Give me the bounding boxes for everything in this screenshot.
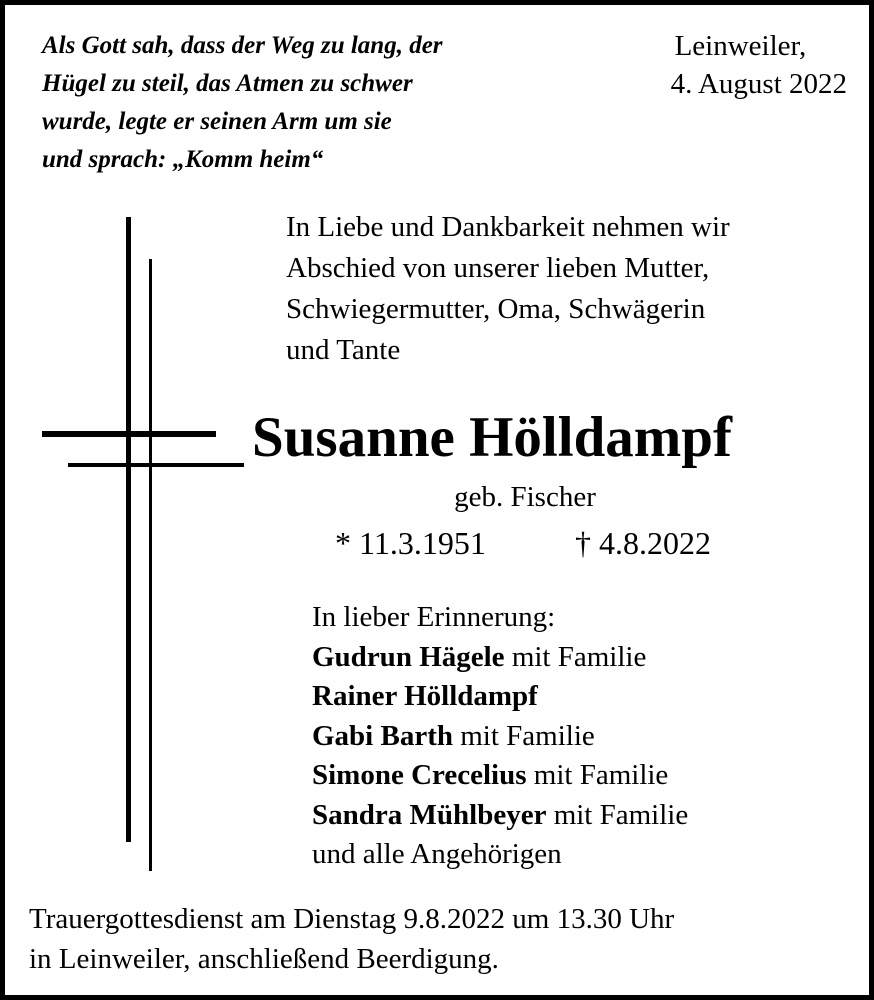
farewell-line: In Liebe und Dankbarkeit nehmen wir xyxy=(286,211,730,243)
date: 4. August 2022 xyxy=(670,68,847,100)
farewell-text xyxy=(286,207,846,371)
mourner-name: Gudrun Hägele xyxy=(312,640,505,673)
mourner-entry xyxy=(312,638,852,678)
mourner-suffix: mit Familie xyxy=(546,798,689,831)
quote-line: Als Gott sah, dass der Weg zu lang, der xyxy=(42,32,443,59)
cross-vertical-bar xyxy=(126,217,131,842)
mourner-suffix: mit Familie xyxy=(504,640,647,673)
funeral-service-info xyxy=(29,899,859,979)
mourner-name: Simone Crecelius xyxy=(312,759,527,791)
farewell-line: Abschied von unserer lieben Mutter, xyxy=(286,252,710,284)
mourner-entry xyxy=(312,756,852,796)
mourners-closing: und alle Angehörigen xyxy=(312,838,562,870)
mourner-entry xyxy=(312,677,852,717)
mourners-heading: In lieber Erinnerung: xyxy=(312,601,556,633)
farewell-line: Schwiegermutter, Oma, Schwägerin xyxy=(286,293,706,325)
mourner-suffix: mit Familie xyxy=(526,759,669,791)
place: Leinweiler, xyxy=(674,30,807,62)
mourner-suffix: mit Familie xyxy=(453,719,595,752)
mourners-list xyxy=(312,598,852,875)
service-line: Trauergottesdienst am Dienstag 9.8.2022 um 13.30 Uhr xyxy=(29,903,675,935)
double-cross-icon xyxy=(35,215,250,875)
mourner-name: Rainer Hölldampf xyxy=(312,680,538,712)
mourner-entry xyxy=(312,796,852,836)
maiden-name: geb. Fischer xyxy=(454,481,596,513)
bible-quote xyxy=(42,27,602,179)
mourner-entry xyxy=(312,717,852,757)
deceased-name: Susanne Hölldampf xyxy=(252,406,732,469)
cross-vertical-bar xyxy=(149,259,152,871)
mourner-name: Gabi Barth xyxy=(312,719,453,752)
quote-line: und sprach: „Komm heim“ xyxy=(42,146,324,173)
mourner-name: Sandra Mühlbeyer xyxy=(312,798,547,831)
quote-line: Hügel zu steil, das Atmen zu schwer xyxy=(42,70,413,97)
quote-line: wurde, legte er seinen Arm um sie xyxy=(42,108,392,135)
place-date xyxy=(671,27,847,103)
service-line: in Leinweiler, anschließend Beerdigung. xyxy=(29,943,499,975)
death-date: † 4.8.2022 xyxy=(575,525,711,561)
farewell-line: und Tante xyxy=(286,334,401,366)
birth-date: * 11.3.1951 xyxy=(335,525,486,561)
